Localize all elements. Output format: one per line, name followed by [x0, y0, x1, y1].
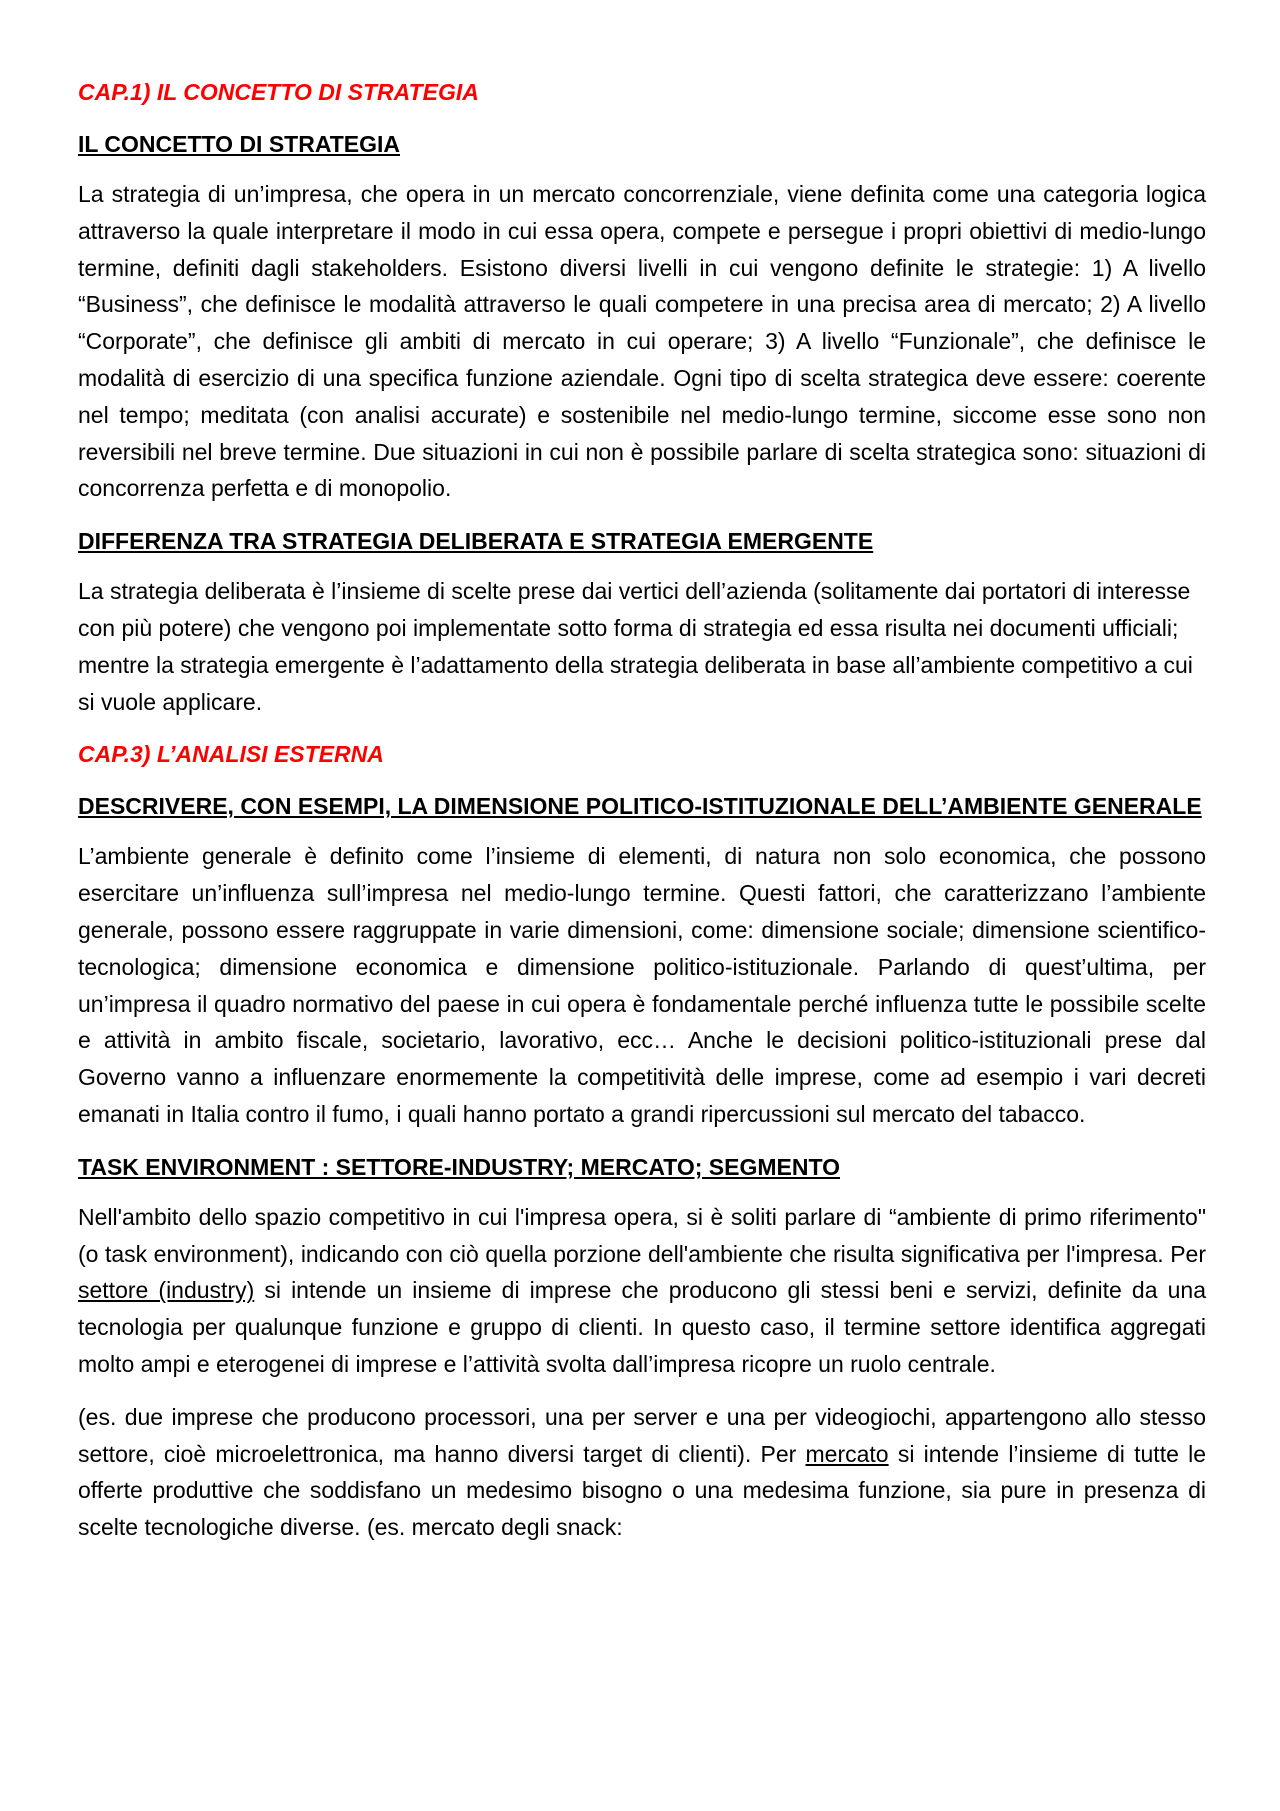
section-title: DESCRIVERE, CON ESEMPI, LA DIMENSIONE POLITICO-ISTITUZIONALE DELL’AMBIENTE GENERALE [78, 793, 1202, 820]
term-mercato: mercato [805, 1440, 889, 1467]
paragraph: La strategia di un’impresa, che opera in un mercato concorrenziale, viene definita come una categoria logica attraverso la quale interpretare il modo in cui essa opera, compete e persegue i propri obiettivi di medio-lungo termine, definiti dagli stakeholders. Esistono diversi livelli in cui vengono definite le strategie: 1) A livello “Business”, che definisce le modalità attraverso le quali competere in una precisa area di mercato; 2) A livello “Corporate”, che definisce gli ambiti di mercato in cui operare; 3) A livello “Funzionale”, che definisce le modalità di esercizio di una specifica funzione aziendale. Ogni tipo di scelta strategica deve essere: coerente nel tempo; meditata (con analisi accurate) e sostenibile nel medio-lungo termine, siccome esse sono non reversibili nel breve termine. Due situazioni in cui non è possibile parlare di scelta strategica sono: situazioni di concorrenza perfetta e di monopolio. [78, 181, 1206, 502]
paragraph [78, 1199, 1206, 1383]
paragraph: La strategia deliberata è l’insieme di scelte prese dai vertici dell’azienda (solitamente dai portatori di interesse con più potere) che vengono poi implementate sotto forma di strategia ed essa risulta nei documenti ufficiali; mentre la strategia emergente è l’adattamento della strategia deliberata in base all’ambiente competitivo a cui si vuole applicare. [78, 578, 1193, 715]
chapter-heading: CAP.1) IL CONCETTO DI STRATEGIA [78, 79, 479, 105]
section-title: DIFFERENZA TRA STRATEGIA DELIBERATA E STRATEGIA EMERGENTE [78, 528, 874, 555]
term-settore: settore (industry) [78, 1277, 255, 1304]
paragraph-text: (es. due imprese che producono processori, una per server e una per videogiochi, appartengono allo stesso settore, cioè microelettronica, ma hanno diversi target di clienti). Per [78, 1403, 1206, 1467]
section-title: TASK ENVIRONMENT : SETTORE-INDUSTRY; MERCATO; SEGMENTO [78, 1153, 840, 1180]
document-page [78, 74, 1206, 1562]
paragraph [78, 1399, 1206, 1546]
paragraph-text: si intende l’insieme di tutte le offerte produttive che soddisfano un medesimo bisogno o una medesima funzione, sia pure in presenza di scelte tecnologiche diverse. (es. mercato degli snack: [78, 1440, 1206, 1541]
section-title: IL CONCETTO DI STRATEGIA [78, 131, 401, 157]
paragraph-text: Nell'ambito dello spazio competitivo in cui l'impresa opera, si è soliti parlare di “ambiente di primo riferimento" (o task environment), indicando con ciò quella porzione dell'ambiente che risulta significativa per l'impresa. Per [78, 1203, 1206, 1267]
chapter-heading: CAP.3) L’ANALISI ESTERNA [78, 741, 384, 768]
paragraph-text: si intende un insieme di imprese che producono gli stessi beni e servizi, definite da una tecnologia per qualunque funzione e gruppo di clienti. In questo caso, il termine settore identifica aggregati molto ampi e eterogenei di imprese e l’attività svolta dall’impresa ricopre un ruolo centrale. [78, 1277, 1206, 1377]
paragraph: L’ambiente generale è definito come l’insieme di elementi, di natura non solo economica, che possono esercitare un’influenza sull’impresa nel medio-lungo termine. Questi fattori, che caratterizzano l’ambiente generale, possono essere raggruppate in varie dimensioni, come: dimensione sociale; dimensione scientifico-tecnologica; dimensione economica e dimensione politico-istituzionale. Parlando di quest’ultima, per un’impresa il quadro normativo del paese in cui opera è fondamentale perché influenza tutte le possibile scelte e attività in ambito fiscale, societario, lavorativo, ecc… Anche le decisioni politico-istituzionali prese dal Governo vanno a influenzare enormemente la competitività delle imprese, come ad esempio i vari decreti emanati in Italia contro il fumo, i quali hanno portato a grandi ripercussioni sul mercato del tabacco. [78, 843, 1206, 1127]
